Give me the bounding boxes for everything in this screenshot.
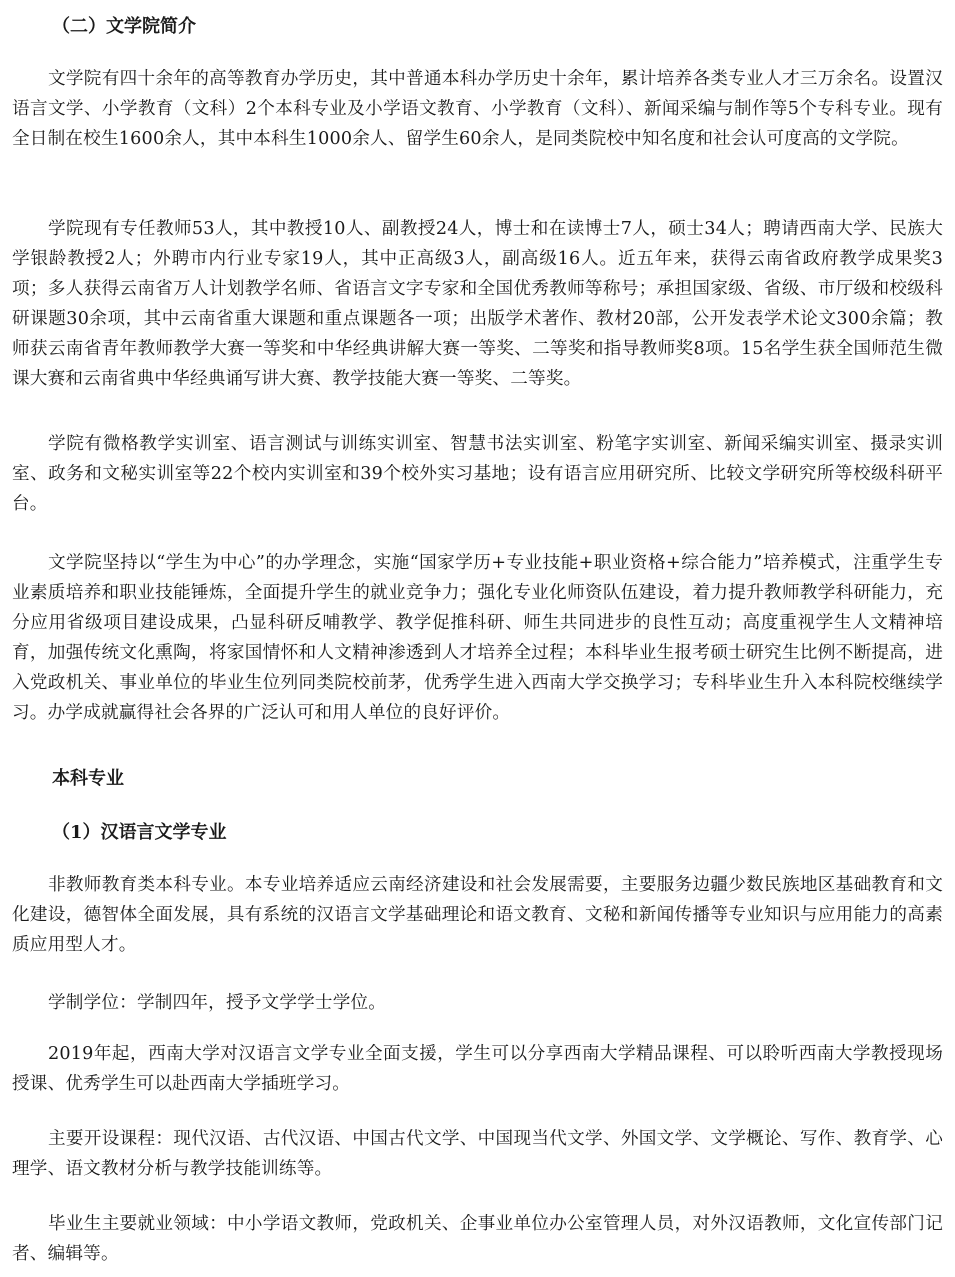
section-title-undergrad-majors: 本科专业 [52, 768, 124, 789]
intro-paragraph-faculty: 学院现有专任教师53人，其中教授10人、副教授24人，博士和在读博士7人，硕士34人；聘请西南大学、民族大学银龄教授2人；外聘市内行业专家19人，其中正高级3人，副高级16人。近五年来，获得云南省政府教学成果奖3项；多人获得云南省万人计划教学名师、省语言文字专家和全国优秀教师等称号；承担国家级、省级、市厅级和校级科研课题30余项，其中云南省重大课题和重点课题各一项；出版学术著作、教材20部，公开发表学术论文300余篇；教师获云南省青年教师教学大赛一等奖和中华经典讲解大赛一等奖、二等奖和指导教师奖8项。15名学生获全国师范生微课大赛和云南省典中华经典诵写讲大赛、教学技能大赛一等奖、二等奖。 [12, 219, 943, 389]
major-paragraph-degree: 学制学位：学制四年，授予文学学士学位。 [48, 993, 387, 1013]
intro-paragraph-philosophy: 文学院坚持以“学生为中心”的办学理念，实施“国家学历+专业技能+职业资格+综合能力”培养模式，注重学生专业素质培养和职业技能锤炼，全面提升学生的就业竞争力；强化专业化师资队伍建设，着力提升教师教学科研能力，充分应用省级项目建设成果，凸显科研反哺教学、教学促推科研、师生共同进步的良性互动；高度重视学生人文精神培育，加强传统文化熏陶，将家国情怀和人文精神渗透到人才培养全过程；本科毕业生报考硕士研究生比例不断提高，进入党政机关、事业单位的毕业生位列同类院校前茅，优秀学生进入西南大学交换学习；专科毕业生升入本科院校继续学习。办学成就赢得社会各界的广泛认可和用人单位的良好评价。 [12, 553, 943, 723]
intro-paragraph-facilities: 学院有微格教学实训室、语言测试与训练实训室、智慧书法实训室、粉笔字实训室、新闻采编实训室、摄录实训室、政务和文秘实训室等22个校内实训室和39个校外实习基地；设有语言应用研究所、比较文学研究所等校级科研平台。 [12, 434, 943, 514]
major-title-chinese-literature: （1）汉语言文学专业 [52, 822, 227, 843]
section-title-college-intro: （二）文学院简介 [52, 16, 196, 37]
major-paragraph-courses: 主要开设课程：现代汉语、古代汉语、中国古代文学、中国现当代文学、外国文学、文学概论、写作、教育学、心理学、语文教材分析与教学技能训练等。 [12, 1129, 943, 1179]
intro-paragraph-history: 文学院有四十余年的高等教育办学历史，其中普通本科办学历史十余年，累计培养各类专业人才三万余名。设置汉语言文学、小学教育（文科）2个本科专业及小学语文教育、小学教育（文科）、新闻采编与制作等5个专科专业。现有全日制在校生1600余人，其中本科生1000余人、留学生60余人，是同类院校中知名度和社会认可度高的文学院。 [12, 69, 943, 149]
major-paragraph-employment: 毕业生主要就业领域：中小学语文教师，党政机关、企事业单位办公室管理人员，对外汉语教师，文化宣传部门记者、编辑等。 [12, 1214, 943, 1264]
major-paragraph-support: 2019年起，西南大学对汉语言文学专业全面支援，学生可以分享西南大学精品课程、可以聆听西南大学教授现场授课、优秀学生可以赴西南大学插班学习。 [12, 1044, 943, 1094]
major-paragraph-description: 非教师教育类本科专业。本专业培养适应云南经济建设和社会发展需要，主要服务边疆少数民族地区基础教育和文化建设，德智体全面发展，具有系统的汉语言文学基础理论和语文教育、文秘和新闻传播等专业知识与应用能力的高素质应用型人才。 [12, 875, 943, 955]
